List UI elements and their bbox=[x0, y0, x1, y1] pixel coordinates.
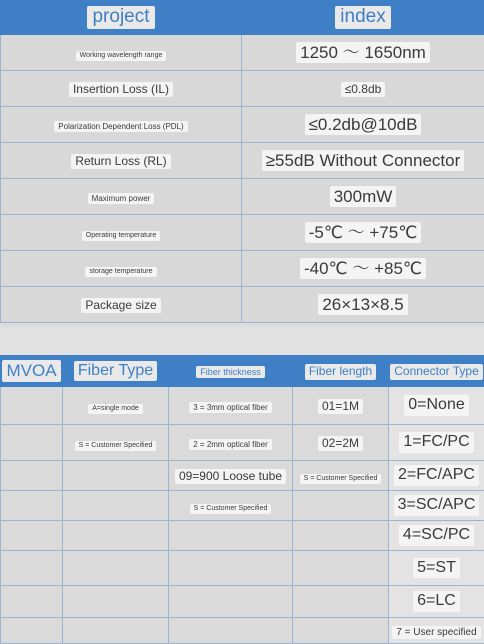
ordering-header-row bbox=[1, 356, 484, 387]
spec-param: Polarization Dependent Loss (PDL) bbox=[54, 121, 187, 132]
fiber-type-empty bbox=[63, 461, 169, 491]
section-gap bbox=[0, 327, 484, 355]
fiber-thickness-option: 3 = 3mm optical fiber bbox=[189, 402, 271, 413]
fiber-thickness-option: S = Customer Specified bbox=[190, 504, 272, 514]
spec-row bbox=[1, 107, 484, 143]
spec-row bbox=[1, 35, 484, 71]
spec-param: Return Loss (RL) bbox=[71, 154, 170, 170]
header-fiber-length: Fiber length bbox=[305, 364, 376, 380]
mvoa-cell bbox=[1, 461, 63, 491]
ordering-table bbox=[0, 355, 484, 644]
spec-row bbox=[1, 287, 484, 323]
ordering-row bbox=[1, 387, 484, 425]
spec-row bbox=[1, 179, 484, 215]
spec-value: 1250 ～ 1650nm bbox=[296, 42, 430, 64]
header-index-cell bbox=[242, 1, 484, 35]
spec-value: ≥55dB Without Connector bbox=[262, 150, 465, 172]
mvoa-cell bbox=[1, 586, 63, 618]
fiber-type-empty bbox=[63, 521, 169, 551]
mvoa-cell bbox=[1, 491, 63, 521]
ordering-row bbox=[1, 461, 484, 491]
fiber-length-empty bbox=[293, 521, 389, 551]
spec-value: 26×13×8.5 bbox=[318, 294, 407, 316]
fiber-thickness-empty bbox=[169, 521, 293, 551]
connector-option: 7 = User specified bbox=[392, 626, 480, 640]
connector-option: 4=SC/PC bbox=[399, 525, 474, 545]
fiber-length-empty bbox=[293, 618, 389, 644]
fiber-thickness-empty bbox=[169, 618, 293, 644]
header-index: index bbox=[335, 6, 390, 29]
fiber-length-empty bbox=[293, 491, 389, 521]
connector-option: 2=FC/APC bbox=[394, 465, 479, 485]
spec-param: Insertion Loss (IL) bbox=[69, 82, 173, 98]
mvoa-cell bbox=[1, 618, 63, 644]
spec-value: -40℃ ～ +85℃ bbox=[300, 258, 426, 280]
fiber-thickness-option: 2 = 2mm optical fiber bbox=[189, 439, 271, 450]
header-connector-type: Connector Type bbox=[390, 364, 483, 380]
connector-option: 3=SC/APC bbox=[394, 495, 480, 515]
spec-row bbox=[1, 143, 484, 179]
header-project-cell bbox=[1, 1, 242, 35]
spec-param: Working wavelength range bbox=[76, 51, 167, 61]
fiber-length-option: 01=1M bbox=[318, 399, 363, 415]
fiber-type-option: S = Customer Specified bbox=[75, 441, 157, 451]
spec-param: storage temperature bbox=[85, 267, 156, 277]
connector-option: 5=ST bbox=[413, 558, 460, 578]
fiber-length-option: S = Customer Specified bbox=[300, 474, 382, 484]
ordering-row bbox=[1, 618, 484, 644]
mvoa-cell bbox=[1, 387, 63, 425]
fiber-type-empty bbox=[63, 586, 169, 618]
spec-row bbox=[1, 251, 484, 287]
header-fiber-thickness: Fiber thickness bbox=[196, 366, 265, 378]
ordering-row bbox=[1, 521, 484, 551]
ordering-row bbox=[1, 586, 484, 618]
mvoa-cell bbox=[1, 551, 63, 586]
ordering-row bbox=[1, 551, 484, 586]
fiber-thickness-empty bbox=[169, 551, 293, 586]
spec-value: ≤0.2db@10dB bbox=[305, 114, 422, 136]
connector-option: 1=FC/PC bbox=[399, 432, 473, 452]
spec-row bbox=[1, 71, 484, 107]
connector-option: 0=None bbox=[404, 395, 469, 415]
header-mvoa: MVOA bbox=[2, 360, 60, 382]
spec-param: Maximum power bbox=[88, 193, 155, 204]
ordering-row bbox=[1, 491, 484, 521]
spec-value: 300mW bbox=[330, 186, 397, 208]
fiber-type-empty bbox=[63, 551, 169, 586]
fiber-type-empty bbox=[63, 491, 169, 521]
fiber-type-option: A=single mode bbox=[88, 404, 143, 414]
fiber-thickness-empty bbox=[169, 586, 293, 618]
spec-value: ≤0.8db bbox=[341, 82, 386, 98]
spec-row bbox=[1, 215, 484, 251]
ordering-row bbox=[1, 425, 484, 461]
fiber-length-empty bbox=[293, 586, 389, 618]
spec-value: -5℃ ～ +75℃ bbox=[305, 222, 422, 244]
fiber-length-option: 02=2M bbox=[318, 436, 363, 452]
mvoa-cell bbox=[1, 521, 63, 551]
spec-param: Package size bbox=[81, 298, 160, 314]
fiber-type-empty bbox=[63, 618, 169, 644]
header-project: project bbox=[87, 6, 154, 29]
fiber-length-empty bbox=[293, 551, 389, 586]
header-fiber-type: Fiber Type bbox=[74, 361, 157, 381]
fiber-thickness-option: 09=900 Loose tube bbox=[175, 469, 286, 485]
spec-header-row bbox=[1, 1, 484, 35]
connector-option: 6=LC bbox=[413, 591, 460, 611]
mvoa-cell bbox=[1, 425, 63, 461]
spec-param: Operating temperature bbox=[82, 231, 160, 241]
